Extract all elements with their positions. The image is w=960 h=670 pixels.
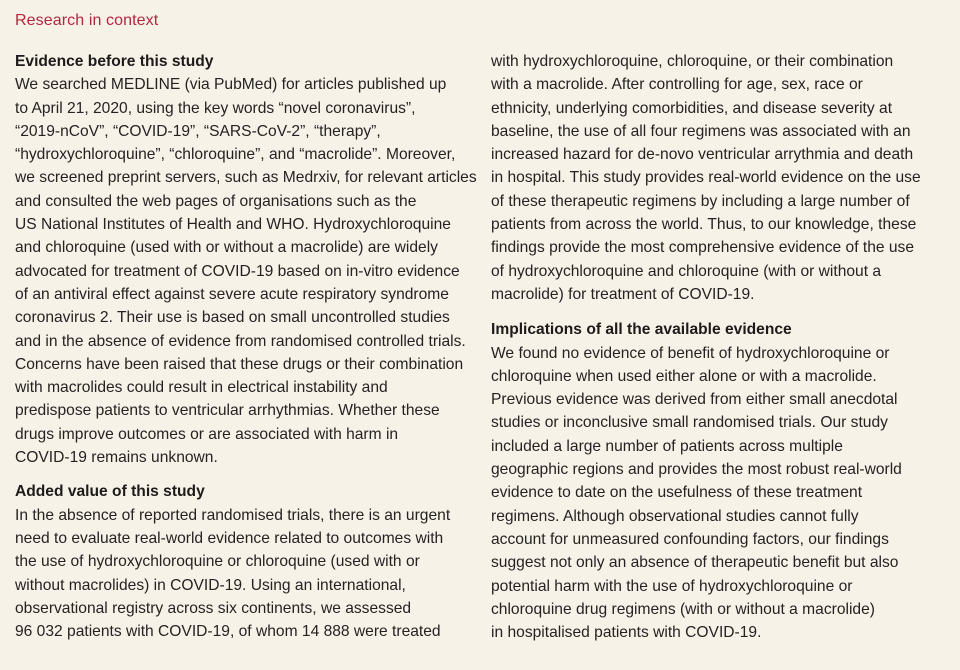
text-line: in hospitalised patients with COVID-19. [491, 624, 762, 642]
text-line: without macrolides) in COVID-19. Using an international, [15, 576, 406, 594]
text-line: ethnicity, underlying comorbidities, and disease severity at [491, 99, 893, 117]
text-line: We found no evidence of benefit of hydroxychloroquine or [491, 344, 890, 362]
text-line: 96 032 patients with COVID-19, of whom 14 888 were treated [15, 623, 441, 641]
text-line: in hospital. This study provides real-world evidence on the use [491, 169, 921, 187]
text-line: potential harm with the use of hydroxychloroquine or [491, 577, 853, 595]
evidence-before-heading: Evidence before this study [15, 53, 214, 70]
text-line: In the absence of reported randomised trials, there is an urgent [15, 506, 451, 524]
text-line: increased hazard for de-novo ventricular arrythmia and death [491, 146, 914, 164]
text-line: studies or inconclusive small randomised trials. Our study [491, 414, 888, 432]
text-line: regimens. Although observational studies cannot fully [491, 507, 859, 525]
text-line: of these therapeutic regimens by including a large number of [491, 192, 910, 210]
text-line: drugs improve outcomes or are associated with harm in [15, 425, 399, 443]
text-line: evidence to date on the usefulness of these treatment [491, 484, 863, 502]
text-line: COVID-19 remains unknown. [15, 449, 218, 467]
text-line: the use of hydroxychloroquine or chloroquine (used with or [15, 553, 420, 571]
text-line: We searched MEDLINE (via PubMed) for articles published up [15, 76, 447, 94]
text-line: predispose patients to ventricular arrhythmias. Whether these [15, 402, 440, 420]
text-line: included a large number of patients across multiple [491, 437, 843, 455]
text-line: of an antiviral effect against severe acute respiratory syndrome [15, 285, 449, 303]
text-line: coronavirus 2. Their use is based on small uncontrolled studies [15, 309, 450, 327]
text-line: and chloroquine (used with or without a macrolide) are widely [15, 239, 438, 257]
text-line: we screened preprint servers, such as Medrxiv, for relevant articles [15, 169, 477, 187]
text-line: Previous evidence was derived from either small anecdotal [491, 391, 898, 409]
evidence-before-body [15, 73, 478, 469]
left-column [15, 50, 478, 643]
text-line: need to evaluate real-world evidence related to outcomes with [15, 529, 444, 547]
text-line: “hydroxychloroquine”, “chloroquine”, and “macrolide”. Moreover, [15, 146, 456, 164]
added-value-heading: Added value of this study [15, 483, 205, 501]
added-value-body-part2 [491, 50, 951, 306]
text-line: baseline, the use of all four regimens was associated with an [491, 122, 911, 140]
implications-body [491, 342, 951, 645]
panel-title: Research in context [15, 12, 159, 29]
text-line: chloroquine when used either alone or with a macrolide. [491, 367, 877, 385]
text-line: with a macrolide. After controlling for age, sex, race or [491, 76, 863, 94]
text-line: with macrolides could result in electrical instability and [15, 379, 388, 397]
implications-heading: Implications of all the available evidence [491, 321, 792, 339]
text-line: patients from across the world. Thus, to our knowledge, these [491, 216, 917, 234]
right-column [491, 50, 951, 644]
text-line: chloroquine drug regimens (with or without a macrolide) [491, 600, 875, 618]
text-line: and in the absence of evidence from randomised controlled trials. [15, 332, 466, 350]
text-line: macrolide) for treatment of COVID-19. [491, 285, 755, 303]
text-line: advocated for treatment of COVID-19 based on in-vitro evidence [15, 262, 460, 280]
text-line: observational registry across six continents, we assessed [15, 599, 412, 617]
text-line: account for unmeasured confounding factors, our findings [491, 530, 889, 548]
text-line: with hydroxychloroquine, chloroquine, or their combination [491, 53, 894, 70]
text-line: of hydroxychloroquine and chloroquine (with or without a [491, 262, 882, 280]
text-line: to April 21, 2020, using the key words “novel coronavirus”, [15, 99, 416, 117]
text-line: suggest not only an absence of therapeutic benefit but also [491, 554, 899, 572]
added-value-body-part1 [15, 504, 478, 644]
text-line: Concerns have been raised that these drugs or their combination [15, 355, 464, 373]
text-line: geographic regions and provides the most robust real-world [491, 461, 902, 479]
text-line: US National Institutes of Health and WHO. Hydroxychloroquine [15, 216, 451, 234]
text-line: “2019-nCoV”, “COVID-19”, “SARS-CoV-2”, “therapy”, [15, 122, 381, 140]
text-line: findings provide the most comprehensive evidence of the use [491, 239, 915, 257]
text-line: and consulted the web pages of organisations such as the [15, 192, 417, 210]
